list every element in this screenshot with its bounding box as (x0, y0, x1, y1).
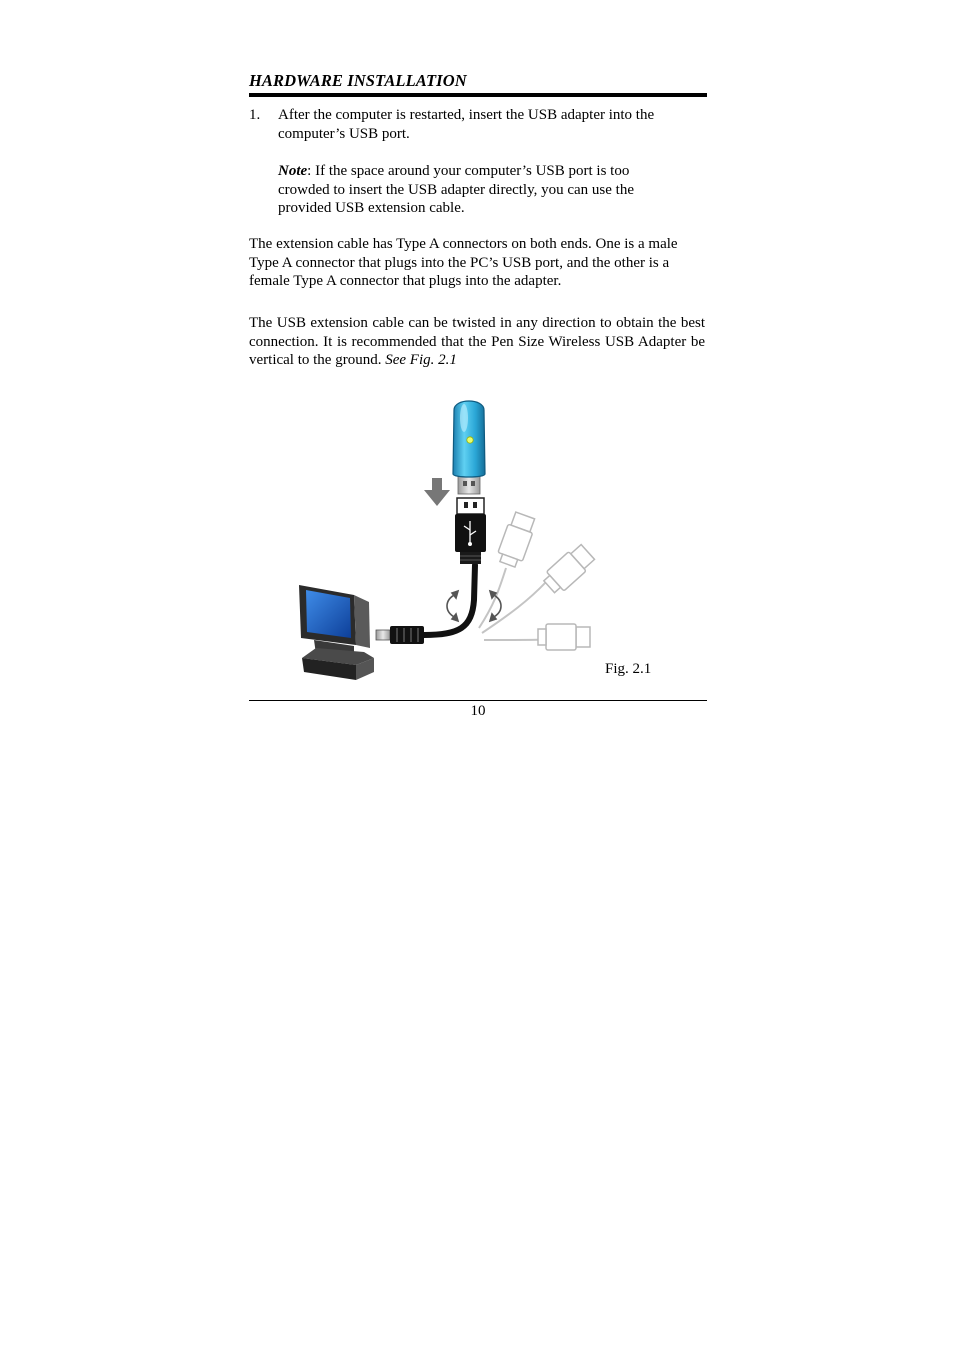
page-number: 10 (470, 703, 486, 719)
manual-page (249, 0, 707, 1351)
paragraph-orientation-text: The USB extension cable can be twisted in any direction to obtain the best connection. It is recommended that the Pen Size Wireless USB Adapter be vertical to the ground. (249, 315, 705, 369)
step-number: 1. (249, 107, 261, 123)
ghost-connectors (495, 511, 596, 650)
usb-adapter-icon (453, 401, 485, 494)
down-arrow-icon (424, 478, 450, 506)
figure-caption: Fig. 2.1 (605, 661, 652, 677)
pc-side-plug (376, 626, 424, 644)
note-label: Note (278, 163, 308, 179)
figure-reference: See Fig. 2.1 (385, 352, 457, 369)
computer-monitor-icon (299, 585, 374, 680)
paragraph-cable-orientation (249, 314, 705, 370)
section-title: HARDWARE INSTALLATION (249, 71, 467, 90)
note-block (278, 162, 678, 218)
footer-rule (249, 700, 707, 701)
usb-extension-figure (294, 390, 614, 685)
step-text: After the computer is restarted, insert the USB adapter into the computer’s USB port. (278, 107, 655, 142)
note-text: : If the space around your computer’s USB port is too crowded to insert the USB adapter directly, you can use the provided USB extension cable. (278, 163, 635, 217)
paragraph-cable-types: The extension cable has Type A connectors on both ends. One is a male Type A connector that plugs into the PC’s USB port, and the other is a female Type A connector that plugs into the adapter. (249, 236, 678, 290)
usb-connector-icon (455, 498, 486, 564)
title-rule (249, 93, 707, 97)
